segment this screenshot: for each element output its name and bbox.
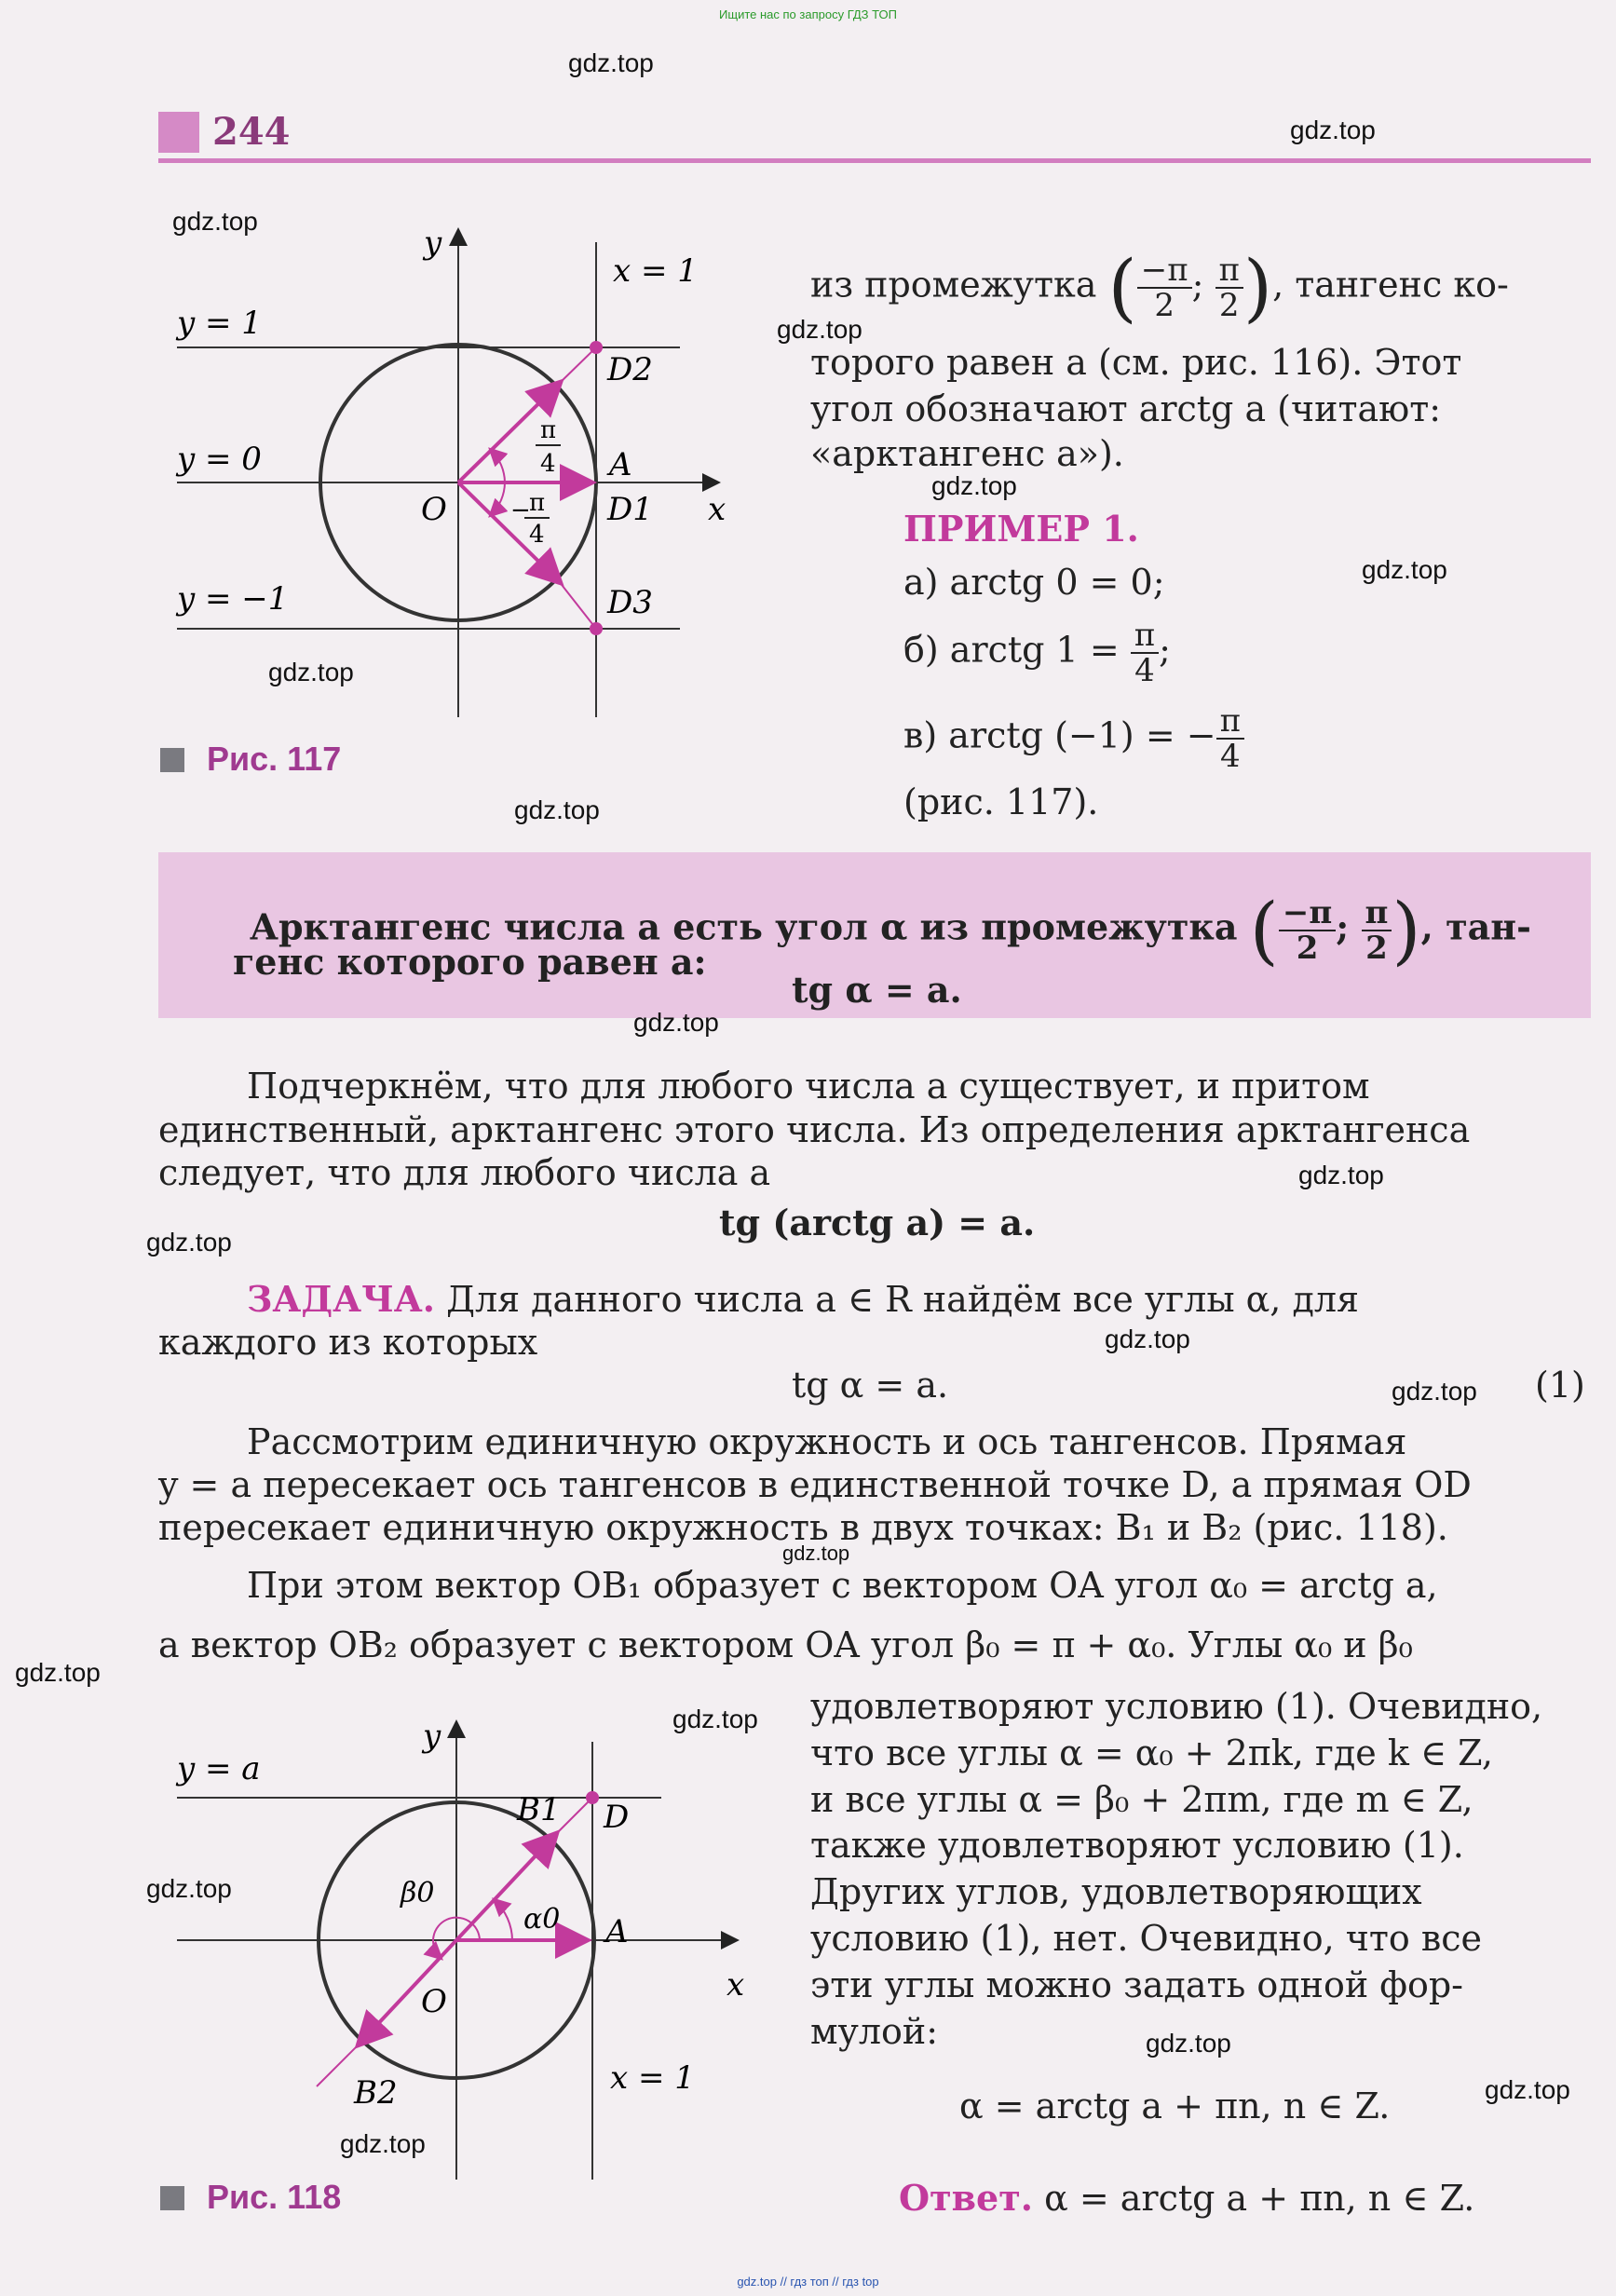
x-eq-1-label: x = 1 [613,252,698,290]
para1-line-3: следует, что для любого числа a [158,1152,771,1193]
right-col-line-8: мулой: [810,2011,939,2052]
watermark: gdz.top [568,48,654,77]
final-formula: α = arctg a + πn, n ∈ Z. [959,2085,1391,2126]
right-text-line-3: угол обозначают arctg a (читают: [810,388,1442,429]
D3-label: D3 [607,584,653,621]
page-number: 244 [212,110,291,154]
example-a: а) arctg 0 = 0; [903,562,1165,603]
para2-line-2: y = a пересекает ось тангенсов в единственной точке D, а прямая OD [158,1464,1472,1505]
x-axis-label: x [708,491,727,528]
watermark: gdz.top [1290,115,1376,144]
watermark: gdz.top [172,207,258,236]
definition-line-2: генс которого равен a: [233,941,707,983]
watermark: gdz.top [1362,555,1447,584]
right-col-line-3: и все углы α = β₀ + 2πm, где m ∈ Z, [810,1779,1473,1820]
fig118-B2: B2 [354,2074,398,2112]
watermark: gdz.top [15,1658,101,1687]
page-number-marker [158,112,199,153]
y-eq-1-label: y = 1 [177,305,262,342]
top-link[interactable]: Ищите нас по запросу ГДЗ ТОП [719,7,897,21]
fig118-x-axis: x [727,1966,745,2004]
para2-line-1: Рассмотрим единичную окружность и ось тангенсов. Прямая [247,1421,1407,1462]
para1-line-2: единственный, арктангенс этого числа. Из определения арктангенса [158,1109,1471,1150]
right-text-line-2: торого равен a (см. рис. 116). Этот [810,342,1462,383]
watermark: gdz.top [146,1228,232,1257]
right-text-line-1: из промежутка ( $\frac{-\pi}{2}$ ; $\frac{\pi}{2}$ ), тангенс ко- [810,244,1509,331]
A-label: A [609,446,632,483]
watermark: gdz.top [1392,1377,1477,1406]
watermark: gdz.top [672,1705,758,1733]
bottom-link[interactable]: gdz.top // гдз топ // гдз top [737,2275,879,2289]
example-c: в) arctg (−1) = − $\frac{\pi}{4}$ [903,704,1244,773]
O-label: O [421,491,447,528]
fig117-caption: Рис. 117 [207,740,342,778]
watermark: gdz.top [268,658,354,686]
fig118-y-axis: y [423,1718,441,1755]
para1-formula: tg (arctg a) = a. [719,1202,1036,1243]
figure-117 [158,214,773,736]
y-axis-label: y [424,224,442,262]
right-col-line-1: удовлетворяют условию (1). Очевидно, [810,1686,1543,1727]
watermark: gdz.top [340,2129,426,2158]
header-rule [158,158,1591,163]
D2-label: D2 [607,351,653,388]
fig118-A: A [605,1913,629,1950]
definition-formula: tg α = a. [792,969,962,1011]
para2-line-4: При этом вектор OB₁ образует с вектором OA угол α₀ = arctg a, [247,1565,1438,1606]
watermark: gdz.top [1298,1161,1384,1189]
fig118-x-eq-1: x = 1 [610,2059,695,2097]
right-col-line-5: Других углов, удовлетворяющих [810,1871,1422,1912]
definition-line-1: Арктангенс числа a есть угол α из промежутка ( $\frac{-\pi}{2}$ ; $\frac{\pi}{2}$ ), тан- [250,887,1531,973]
watermark: gdz.top [777,315,862,344]
example-title: ПРИМЕР 1. [903,508,1139,550]
fig118-B1: B1 [517,1791,561,1828]
right-text-line-4: «арктангенс a»). [810,433,1124,474]
right-col-line-4: также удовлетворяют условию (1). [810,1825,1464,1866]
pi-label-top: π [540,416,557,444]
watermark: gdz.top [146,1874,232,1903]
right-col-line-6: условию (1), нет. Очевидно, что все [810,1918,1483,1959]
task-line-1: ЗАДАЧА. Для данного числа a ∈ R найдём все углы α, для [247,1278,1359,1320]
minus-label: − [510,496,531,524]
fig118-O: O [421,1983,447,2020]
beta0-label: β0 [401,1877,435,1909]
figure-118 [158,1705,801,2189]
task-formula: tg α = a. [792,1365,949,1406]
answer-line: Ответ. α = arctg a + πn, n ∈ Z. [899,2177,1475,2219]
y-eq-0-label: y = 0 [177,441,262,478]
equation-number: (1) [1535,1365,1585,1406]
y-eq-a-label: y = a [177,1750,261,1787]
watermark: gdz.top [633,1008,719,1037]
alpha0-label: α0 [523,1903,561,1936]
watermark: gdz.top [514,795,600,824]
D1-label: D1 [607,491,653,528]
watermark: gdz.top [782,1542,850,1565]
right-col-line-7: эти углы можно задать одной фор- [810,1964,1464,2005]
watermark: gdz.top [1146,2029,1231,2058]
fig118-D: D [604,1799,630,1836]
pi-label-bottom: π [529,489,546,517]
watermark: gdz.top [931,471,1017,500]
four-label-bottom: 4 [529,521,545,549]
para1-line-1: Подчеркнём, что для любого числа a существует, и притом [247,1066,1370,1107]
example-b: б) arctg 1 = $\frac{\pi}{4}$ ; [903,617,1171,689]
para2-line-5: а вектор OB₂ образует с вектором OA угол β₀ = π + α₀. Углы α₀ и β₀ [158,1624,1413,1665]
watermark: gdz.top [1485,2075,1570,2104]
watermark: gdz.top [1105,1325,1190,1353]
task-line-2: каждого из которых [158,1322,538,1363]
right-col-line-2: что все углы α = α₀ + 2πk, где k ∈ Z, [810,1732,1493,1773]
four-label-top: 4 [540,450,556,478]
example-tail: (рис. 117). [903,781,1099,822]
para2-line-3: пересекает единичную окружность в двух точках: B₁ и B₂ (рис. 118). [158,1507,1448,1548]
fig118-caption: Рис. 118 [207,2178,342,2216]
y-eq-m1-label: y = −1 [177,580,289,618]
fig118-marker [160,2186,184,2210]
fig117-marker [160,748,184,772]
